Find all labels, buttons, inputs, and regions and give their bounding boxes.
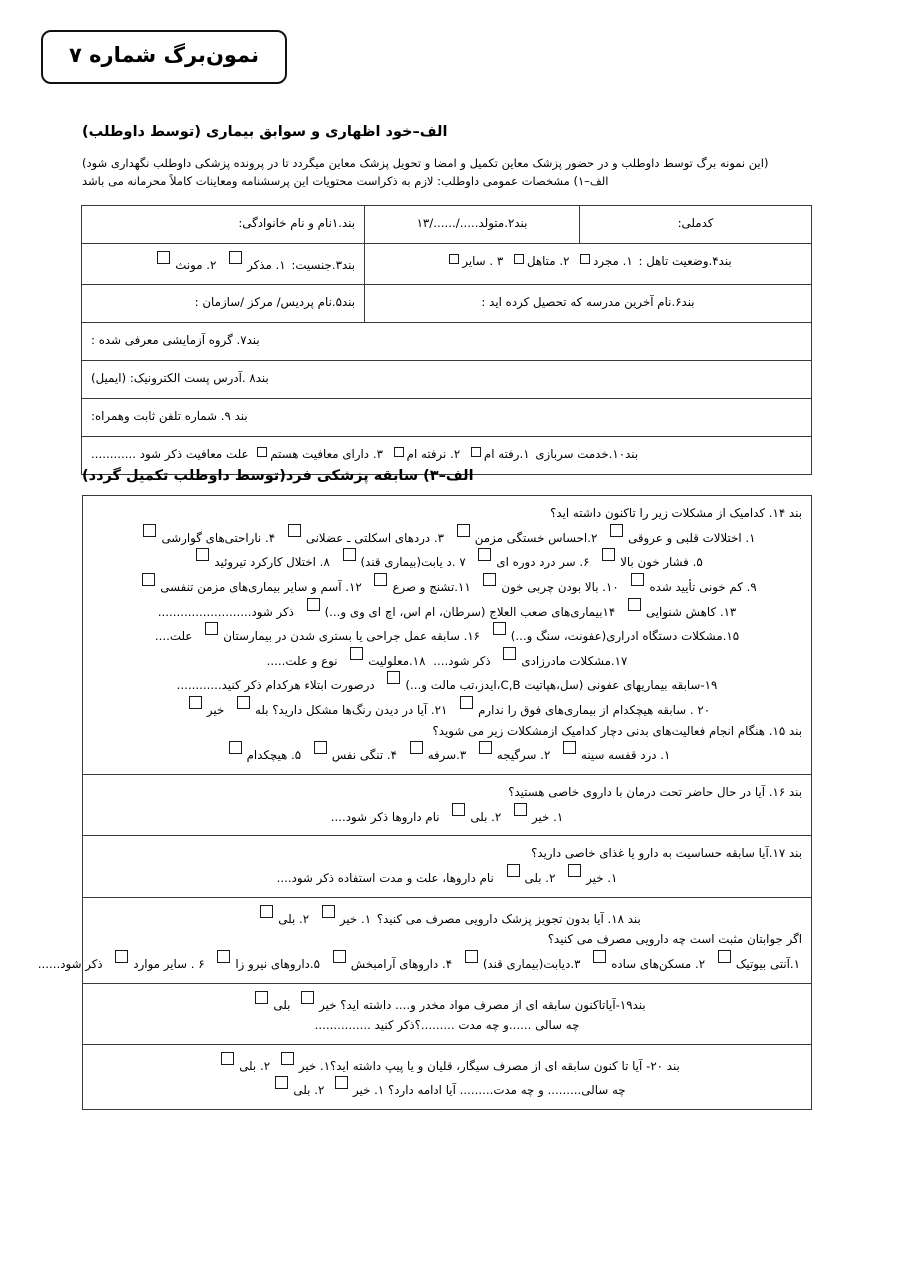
q18-drug-option-1[interactable]: [713, 957, 800, 971]
q14-option-7-label: ۷ .د یابت(بیماری قند): [360, 555, 466, 570]
q15-option-2[interactable]: [474, 748, 550, 762]
q14-option-5-label: ۵. فشار خون بالا: [620, 555, 703, 570]
q14-option-11[interactable]: [369, 580, 470, 594]
q18-drug-option-3-label: ۳.دیابت(بیماری قند): [482, 956, 581, 971]
checkbox-icon[interactable]: [281, 1052, 294, 1065]
question-14-options-line-1: [92, 524, 802, 549]
q14-option-19[interactable]: [382, 678, 717, 692]
checkbox-icon[interactable]: [374, 573, 387, 586]
checkbox-icon[interactable]: [452, 803, 465, 816]
checkbox-icon[interactable]: [314, 741, 327, 754]
table-row: [83, 836, 812, 897]
military-option-not-served[interactable]: [387, 447, 460, 461]
table-row: [82, 284, 812, 322]
phone-label: بند ۹. شماره تلفن ثابت وهمراه:: [91, 408, 248, 423]
marital-option-other-label: ۳ . سایر: [462, 254, 504, 268]
q17-option-yes[interactable]: [502, 871, 556, 885]
exam-group-label: بند۷. گروه آزمایشی معرفی شده :: [91, 332, 260, 347]
q18-option-yes-label: ۲. بلی: [278, 911, 310, 926]
table-row: [82, 206, 812, 244]
q14-option-6[interactable]: [473, 555, 589, 569]
marital-option-other[interactable]: [446, 254, 503, 268]
checkbox-icon[interactable]: [514, 803, 527, 816]
checkbox-icon[interactable]: [115, 950, 128, 963]
question-16-text: بند ۱۶. آیا در حال حاضر تحت درمان با داروی خاصی هستید؟: [508, 785, 802, 800]
q14-option-12[interactable]: [137, 580, 361, 594]
military-option-exempt-label: ۳. دارای معافیت هستم: [270, 446, 383, 461]
q18-option-no-label: ۱. خیر: [339, 911, 372, 926]
checkbox-icon[interactable]: [610, 524, 623, 537]
question-18-header-line: [92, 905, 802, 930]
q14-option-18-label: ۱۸.معلولیت: [368, 653, 426, 668]
campus-cell[interactable]: [82, 284, 365, 322]
checkbox-icon[interactable]: [387, 671, 400, 684]
q14-option-13[interactable]: [623, 605, 736, 619]
question-19-header-line: [92, 991, 802, 1016]
q14-option-1[interactable]: [605, 531, 755, 545]
gender-option-male-label: ۱. مذکر: [247, 258, 286, 272]
table-row: [83, 1044, 812, 1109]
marital-option-single[interactable]: [573, 254, 632, 268]
q14-option-7[interactable]: [338, 555, 466, 569]
question-14-options-line-3: [92, 573, 802, 598]
q17-fillin[interactable]: نام داروها، علت و مدت استفاده ذکر شود....: [276, 870, 494, 885]
q18-drug-option-6[interactable]: [110, 957, 204, 971]
q18-fillin[interactable]: ذکر شود......: [37, 956, 103, 971]
q14-line7-fillin[interactable]: درصورت ابتلاء هرکدام ذکر کنید............: [176, 678, 375, 693]
question-14-options-line-5: [92, 622, 802, 647]
checkbox-icon[interactable]: [514, 254, 524, 264]
table-row: [82, 322, 812, 360]
checkbox-icon[interactable]: [189, 696, 202, 709]
checkbox-icon[interactable]: [196, 548, 209, 561]
q14-option-1-label: ۱. اختلالات قلبی و عروقی: [628, 530, 756, 545]
q14-option-15-label: ۱۵.مشکلات دستگاه ادراری(عفونت، سنگ و...): [510, 629, 740, 644]
question-20-header-line: [92, 1052, 802, 1077]
question-14-options-line-2: [92, 548, 802, 573]
military-option-not-served-label: ۲. نرفته ام: [406, 446, 461, 461]
q14-option-6-label: ۶. سر درد دوره ای: [496, 555, 590, 570]
question-14-options-line-7: [92, 671, 802, 696]
q21-color-vision-label: ۲۱. آیا در دیدن رنگ‌ها مشکل دارید؟ بله: [255, 703, 448, 718]
section-a-intro: [82, 155, 812, 191]
gender-cell[interactable]: [82, 244, 365, 285]
gender-label: بند۳.جنسیت:: [291, 258, 355, 272]
birthdate-cell[interactable]: [365, 206, 580, 244]
q14-option-8[interactable]: [191, 555, 329, 569]
section-a-heading: الف–خود اظهاری و سوابق بیماری (توسط داوطلب): [82, 124, 448, 140]
question-19-text: بند۱۹-آیاتاکنون سابقه ای از مصرف مواد مخدر و.... داشته اید؟ خیر: [319, 997, 646, 1012]
table-row: [82, 360, 812, 398]
q16-option-yes-label: ۲. بلی: [470, 809, 502, 824]
q14-option-8-label: ۸. اختلال کارکرد تیروئید: [214, 555, 330, 570]
question-14-options-line-8: [92, 696, 802, 721]
last-school-cell[interactable]: [365, 284, 812, 322]
q14-line5-fillin[interactable]: علت....: [154, 629, 193, 644]
section-a-subheading: الف–۱) مشخصات عمومی داوطلب: لازم به ذکراست محتویات این پرسشنامه ومعاینات کاملاً محرمانه می باشد: [82, 173, 609, 188]
q18-option-yes[interactable]: [255, 912, 309, 926]
q20-option-yes[interactable]: [216, 1059, 270, 1073]
checkbox-icon[interactable]: [142, 573, 155, 586]
checkbox-icon[interactable]: [255, 991, 268, 1004]
question-20-cell: [83, 1044, 812, 1109]
q14-option-2[interactable]: [452, 531, 598, 545]
q18-drug-option-1-label: ۱.آنتی بیوتیک: [735, 956, 800, 971]
form-number-badge: نمون‌برگ شماره ۷: [41, 30, 287, 84]
checkbox-icon[interactable]: [307, 598, 320, 611]
checkbox-icon[interactable]: [483, 573, 496, 586]
q14-option-16[interactable]: [200, 629, 480, 643]
q14-option-5[interactable]: [597, 555, 702, 569]
form-number-badge-container: [41, 30, 287, 84]
checkbox-icon[interactable]: [333, 950, 346, 963]
fullname-label: بند.۱نام و نام خانوادگی:: [238, 216, 355, 230]
table-row: [82, 398, 812, 436]
q14-option-19-label: ۱۹-سابقه بیماریهای عفونی (سل،هپاتیت C,B،ایدز،تب مالت و...): [405, 678, 718, 693]
question-18-options: [37, 950, 802, 975]
table-row: [83, 775, 812, 836]
checkbox-icon[interactable]: [718, 950, 731, 963]
checkbox-icon[interactable]: [602, 548, 615, 561]
q21-color-vision-no[interactable]: [184, 703, 224, 717]
q14-option-4-label: ۴. ناراحتی‌های گوارشی: [161, 530, 276, 545]
q18-drug-option-5[interactable]: [212, 957, 320, 971]
q21-color-vision-yes[interactable]: [232, 703, 447, 717]
q14-option-15[interactable]: [488, 629, 739, 643]
checkbox-icon[interactable]: [221, 1052, 234, 1065]
gender-option-female-label: ۲. مونث: [175, 258, 217, 272]
q18-drug-option-5-label: ۵.داروهای نیرو زا: [235, 956, 320, 971]
q14-option-14-label: ۱۴بیماری‌های صعب العلاج (سرطان، ام اس، اچ ای وی و...): [324, 604, 616, 619]
q14-option-14[interactable]: [302, 605, 616, 619]
phone-cell[interactable]: [82, 398, 812, 436]
checkbox-icon[interactable]: [260, 905, 273, 918]
military-service-label: بند۱۰.خدمت سربازی: [535, 446, 639, 461]
marital-status-label: بند۴.وضعیت تاهل :: [638, 254, 732, 268]
q14-option-12-label: ۱۲. آسم و سایر بیماری‌های مزمن تنفسی: [160, 579, 362, 594]
q17-option-yes-label: ۲. بلی: [524, 870, 556, 885]
question-14-options-line-4: [92, 598, 802, 623]
q14-option-10-label: ۱۰. بالا بودن چربی خون: [501, 579, 619, 594]
national-id-cell[interactable]: [580, 206, 812, 244]
checkbox-icon[interactable]: [157, 251, 170, 264]
q20-option-yes-label: ۲. بلی: [239, 1058, 271, 1073]
checkbox-icon[interactable]: [471, 447, 481, 457]
question-20-followup[interactable]: چه سالی......... و چه مدت......... آیا ادامه دارد؟ ۱. خیر: [353, 1083, 626, 1098]
q15-option-2-label: ۲. سرگیجه: [496, 748, 551, 763]
q18-drug-option-2[interactable]: [588, 957, 705, 971]
q21-color-vision-no-label: خیر: [206, 703, 225, 718]
section-a3-heading: الف–۳) سابقه پزشکی فرد(توسط داوطلب تکمیل گردد): [82, 468, 474, 484]
q18-drug-option-3[interactable]: [460, 957, 581, 971]
question-17-options: [92, 864, 802, 889]
checkbox-icon[interactable]: [478, 548, 491, 561]
checkbox-icon[interactable]: [465, 950, 478, 963]
checkbox-icon[interactable]: [322, 905, 335, 918]
checkbox-icon[interactable]: [493, 622, 506, 635]
checkbox-icon[interactable]: [503, 647, 516, 660]
q14-option-10[interactable]: [478, 580, 618, 594]
checkbox-icon[interactable]: [507, 864, 520, 877]
q18-drug-option-6-label: ۶ . سایر موارد: [133, 956, 205, 971]
table-row: [83, 897, 812, 983]
q18-drug-option-4-label: ۴. داروهای آرامبخش: [350, 956, 453, 971]
checkbox-icon[interactable]: [628, 598, 641, 611]
q14-option-9[interactable]: [626, 580, 756, 594]
checkbox-icon[interactable]: [237, 696, 250, 709]
checkbox-icon[interactable]: [229, 741, 242, 754]
q17-option-no[interactable]: [563, 871, 617, 885]
military-option-exempt[interactable]: [251, 447, 383, 461]
q17-option-no-label: ۱. خیر: [586, 870, 618, 885]
checkbox-icon[interactable]: [631, 573, 644, 586]
q14-line4-fillin[interactable]: ذکر شود.........................: [157, 604, 294, 619]
q14-option-3-label: ۳. دردهای اسکلتی ـ عضلانی: [305, 530, 445, 545]
question-15-options: [92, 741, 802, 766]
question-14-options-line-6: [92, 647, 802, 672]
q14-option-17-label: ۱۷.مشکلات مادرزادی: [521, 653, 628, 668]
checkbox-icon[interactable]: [288, 524, 301, 537]
q15-option-3[interactable]: [405, 748, 466, 762]
checkbox-icon[interactable]: [217, 950, 230, 963]
q16-option-no[interactable]: [509, 810, 563, 824]
question-20-text: بند ۲۰- آیا تا کنون سابقه ای از مصرف سیگار، قلیان و یا پیپ داشته اید؟۱. خیر: [298, 1058, 680, 1073]
q14-option-17[interactable]: [498, 654, 627, 668]
checkbox-icon[interactable]: [301, 991, 314, 1004]
national-id-label: کدملی:: [677, 216, 714, 230]
question-17-cell: [83, 836, 812, 897]
question-19-followup[interactable]: چه سالی ......و چه مدت .........؟ذکر کنید ...............: [314, 1018, 580, 1033]
question-20-followup-line: [92, 1076, 802, 1101]
exam-group-cell[interactable]: [82, 322, 812, 360]
checkbox-icon[interactable]: [449, 254, 459, 264]
q15-option-4[interactable]: [309, 748, 397, 762]
checkbox-icon[interactable]: [143, 524, 156, 537]
q15-option-4-label: ۴. تنگی نفس: [331, 748, 397, 763]
q14-option-13-label: ۱۳. کاهش شنوایی: [645, 604, 737, 619]
question-16-cell: [83, 775, 812, 836]
q15-option-5[interactable]: [224, 748, 302, 762]
checkbox-icon[interactable]: [593, 950, 606, 963]
personal-information-table: [81, 205, 812, 475]
q14-option-18[interactable]: [345, 654, 425, 668]
section-a-note: (این نمونه برگ توسط داوطلب و در حضور پزشک معاین تکمیل و امضا و تحویل پزشک معاین میگردد تا در پرونده پزشکی داوطلب نگهداری شود): [82, 156, 769, 170]
military-exempt-reason[interactable]: علت معافیت ذکر شود ............: [91, 446, 249, 461]
checkbox-icon[interactable]: [229, 251, 242, 264]
last-school-label: بند۶.نام آخرین مدرسه که تحصیل کرده اید :: [481, 294, 695, 309]
q18-drug-option-2-label: ۲. مسکن‌های ساده: [611, 956, 706, 971]
military-option-served[interactable]: [464, 447, 529, 461]
question-14-text: بند ۱۴. کدامیک از مشکلات زیر را تاکنون داشته اید؟: [550, 506, 802, 520]
question-19-cell: [83, 983, 812, 1044]
email-cell[interactable]: [82, 360, 812, 398]
q14-option-4[interactable]: [138, 531, 275, 545]
q14-option-11-label: ۱۱.تشنج و صرع: [392, 579, 471, 594]
checkbox-icon[interactable]: [257, 447, 267, 457]
q20-continue-yes[interactable]: [270, 1083, 324, 1097]
medical-history-table: [37, 495, 812, 1110]
table-row: [82, 244, 812, 285]
q14-line6-fillin-2[interactable]: نوع و علت.....: [266, 653, 338, 668]
checkbox-icon[interactable]: [335, 1076, 348, 1089]
marital-option-single-label: ۱. مجرد: [593, 254, 633, 268]
question-15-text: بند ۱۵. هنگام انجام فعالیت‌های بدنی دچار کدامیک ازمشکلات زیر می شوید؟: [432, 723, 802, 738]
q15-option-1[interactable]: [558, 748, 670, 762]
table-row: [83, 496, 812, 775]
email-label: بند۸ .آدرس پست الکترونیک: (ایمیل): [91, 370, 269, 385]
q14-option-20[interactable]: [455, 703, 710, 717]
question-18-text: بند ۱۸. آیا بدون تجویز پزشک دارویی مصرف می کنید؟: [376, 911, 641, 926]
question-16-options: [92, 803, 802, 828]
marital-option-married-label: ۲. متاهل: [526, 254, 570, 268]
q18-option-no[interactable]: [317, 912, 371, 926]
q18-drug-option-4[interactable]: [328, 957, 452, 971]
q16-option-yes[interactable]: [447, 810, 501, 824]
q16-option-no-label: ۱. خیر: [531, 809, 564, 824]
fullname-cell[interactable]: [82, 206, 365, 244]
q14-option-3[interactable]: [283, 531, 444, 545]
table-row: [83, 983, 812, 1044]
checkbox-icon[interactable]: [350, 647, 363, 660]
checkbox-icon[interactable]: [457, 524, 470, 537]
checkbox-icon[interactable]: [580, 254, 590, 264]
question-17-text: بند ۱۷.آیا سابقه حساسیت به دارو یا غذای خاصی دارید؟: [531, 846, 802, 861]
checkbox-icon[interactable]: [479, 741, 492, 754]
checkbox-icon[interactable]: [394, 447, 404, 457]
checkbox-icon[interactable]: [343, 548, 356, 561]
q19-option-yes[interactable]: [250, 998, 290, 1012]
question-18-followup: اگر جوابتان مثبت است چه دارویی مصرف می کنید؟: [547, 932, 802, 947]
q14-option-9-label: ۹. کم خونی تأیید شده: [649, 579, 757, 594]
checkbox-icon[interactable]: [460, 696, 473, 709]
gender-option-female[interactable]: [152, 258, 216, 272]
q20-continue-yes-label: ۲. بلی: [293, 1083, 325, 1098]
q14-option-20-label: ۲۰ . سابقه هیچکدام از بیماری‌های فوق را ندارم: [478, 703, 711, 718]
q15-option-5-label: ۵. هیچکدام: [246, 748, 302, 763]
marital-option-married[interactable]: [507, 254, 569, 268]
marital-status-cell[interactable]: [365, 244, 812, 285]
checkbox-icon[interactable]: [563, 741, 576, 754]
q15-option-3-label: ۳.سرفه: [427, 748, 467, 763]
q14-option-2-label: ۲.احساس خستگی مزمن: [474, 530, 598, 545]
military-option-served-label: ۱.رفته ام: [483, 446, 530, 461]
q19-option-yes-label: بلی: [273, 997, 291, 1012]
campus-label: بند۵.نام پردیس/ مرکز /سازمان :: [194, 294, 355, 309]
birthdate-label: بند۲.متولد...../....../۱۳: [416, 216, 528, 230]
checkbox-icon[interactable]: [275, 1076, 288, 1089]
q15-option-1-label: ۱. درد قفسه سینه: [581, 748, 671, 763]
question-14-cell: [83, 496, 812, 775]
checkbox-icon[interactable]: [410, 741, 423, 754]
question-18-cell: [37, 897, 812, 983]
q14-option-16-label: ۱۶. سابقه عمل جراحی یا بستری شدن در بیمارستان: [223, 629, 481, 644]
checkbox-icon[interactable]: [205, 622, 218, 635]
q14-line6-fillin-1[interactable]: ذکر شود....: [433, 653, 491, 668]
gender-option-male[interactable]: [220, 258, 285, 272]
q16-fillin[interactable]: نام داروها ذکر شود....: [330, 809, 440, 824]
checkbox-icon[interactable]: [568, 864, 581, 877]
